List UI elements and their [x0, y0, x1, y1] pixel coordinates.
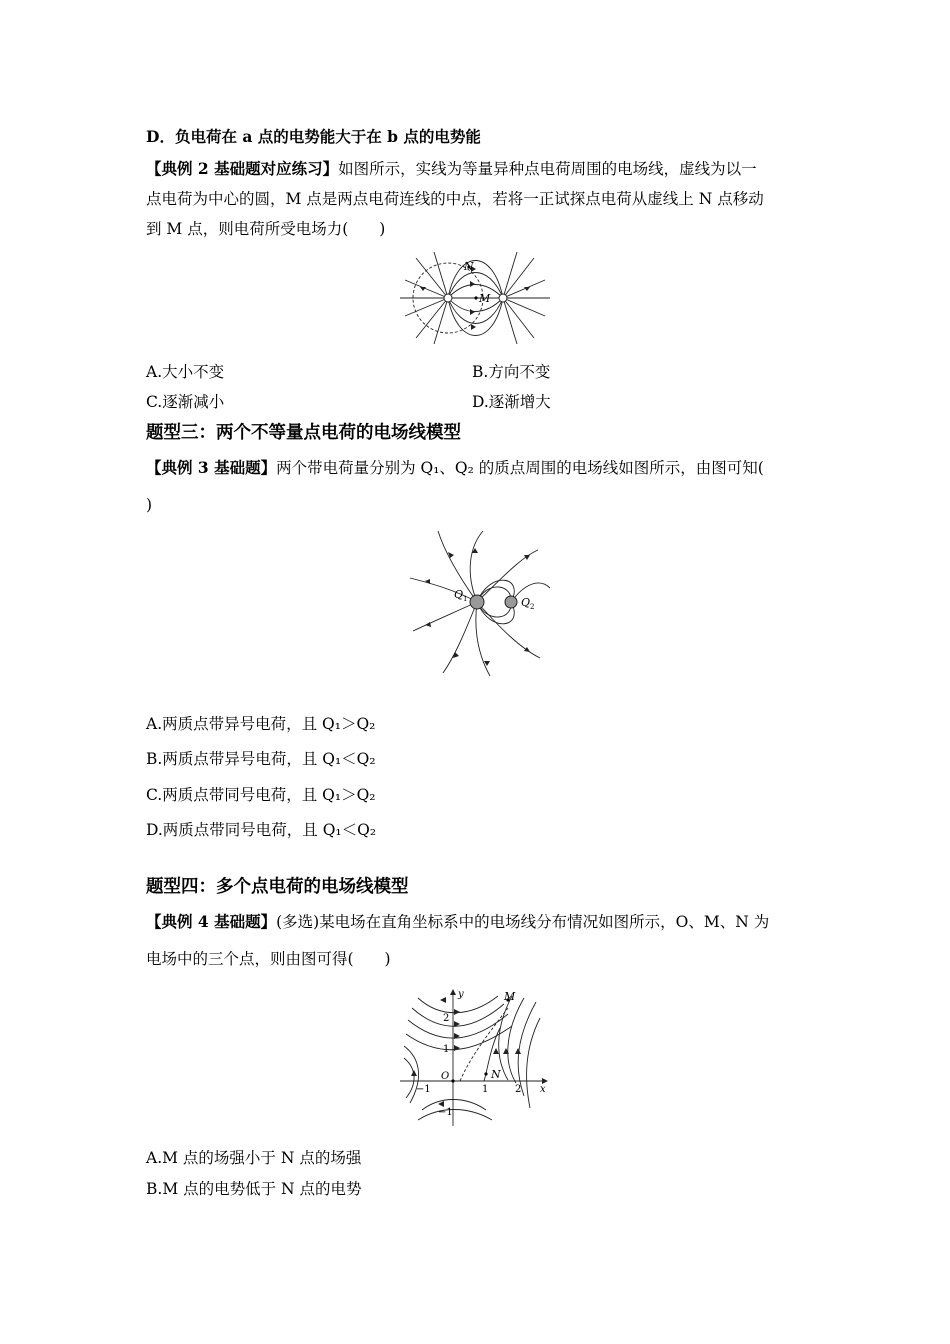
figure-coordinate-field [400, 988, 550, 1128]
fig3-tick-x2: 2 [515, 1084, 522, 1095]
fig2-label-q2: Q [521, 596, 531, 609]
ex2-option-d: D.逐渐增大 [472, 393, 551, 411]
example-3-line-2: ) [146, 496, 153, 514]
fig3-label-n: N [491, 1068, 501, 1081]
fig1-label-m: M [479, 292, 491, 305]
ex3-option-a: A.两质点带异号电荷，且 Q₁＞Q₂ [146, 715, 376, 733]
example-2-line-3: 到 M 点，则电荷所受电场力( ) [146, 220, 386, 238]
fig3-tick-x1: 1 [482, 1084, 489, 1095]
fig3-axis-x: x [540, 1084, 546, 1095]
example-2-line-1: 【典例 2 基础题对应练习】如图所示，实线为等量异种点电荷周围的电场线，虚线为以一 [146, 159, 757, 178]
type-4-heading: 题型四：多个点电荷的电场线模型 [146, 877, 409, 897]
type-3-heading: 题型三：两个不等量点电荷的电场线模型 [146, 423, 461, 443]
fig3-tick-xn1: −1 [416, 1084, 431, 1095]
fig2-sub-q2: 2 [530, 603, 535, 611]
fig2-sub-q1: 1 [463, 595, 468, 603]
ex3-option-c: C.两质点带同号电荷，且 Q₁＞Q₂ [146, 786, 376, 804]
ex4-option-b: B.M 点的电势低于 N 点的电势 [146, 1180, 362, 1198]
ex4-option-a: A.M 点的场强小于 N 点的场强 [146, 1149, 362, 1167]
example-3-line-1: 【典例 3 基础题】两个带电荷量分别为 Q₁、Q₂ 的质点周围的电场线如图所示，由图可知( [146, 458, 764, 477]
fig2-label-q1: Q [454, 588, 464, 601]
figure-dipole-field-lines [400, 250, 550, 346]
fig3-label-m: M [504, 990, 516, 1003]
example-2-line-2: 点电荷为中心的圆，M 点是两点电荷连线的中点，若将一正试探点电荷从虚线上 N 点移动 [146, 190, 764, 208]
figure-unequal-charges [405, 528, 545, 678]
example-4-line-1: 【典例 4 基础题】(多选)某电场在直角坐标系中的电场线分布情况如图所示，O、M、N 为 [146, 912, 770, 931]
fig3-axis-y: y [458, 989, 464, 1000]
fig3-tick-y2: 2 [443, 1013, 450, 1024]
fig3-tick-y1: 1 [443, 1044, 450, 1055]
ex2-option-a: A.大小不变 [146, 363, 225, 381]
fig1-label-n: N [464, 260, 474, 273]
ex3-option-b: B.两质点带异号电荷，且 Q₁＜Q₂ [146, 750, 376, 768]
fig3-tick-yn1: −1 [438, 1107, 453, 1118]
example-4-line-2: 电场中的三个点，则由图可得( ) [146, 950, 391, 968]
ex2-option-c: C.逐渐减小 [146, 393, 225, 411]
ex2-option-b: B.方向不变 [472, 363, 551, 381]
ex3-option-d: D.两质点带同号电荷，且 Q₁＜Q₂ [146, 821, 377, 839]
fig3-origin: O [441, 1071, 450, 1082]
option-d-previous: D．负电荷在 a 点的电势能大于在 b 点的电势能 [146, 127, 481, 146]
